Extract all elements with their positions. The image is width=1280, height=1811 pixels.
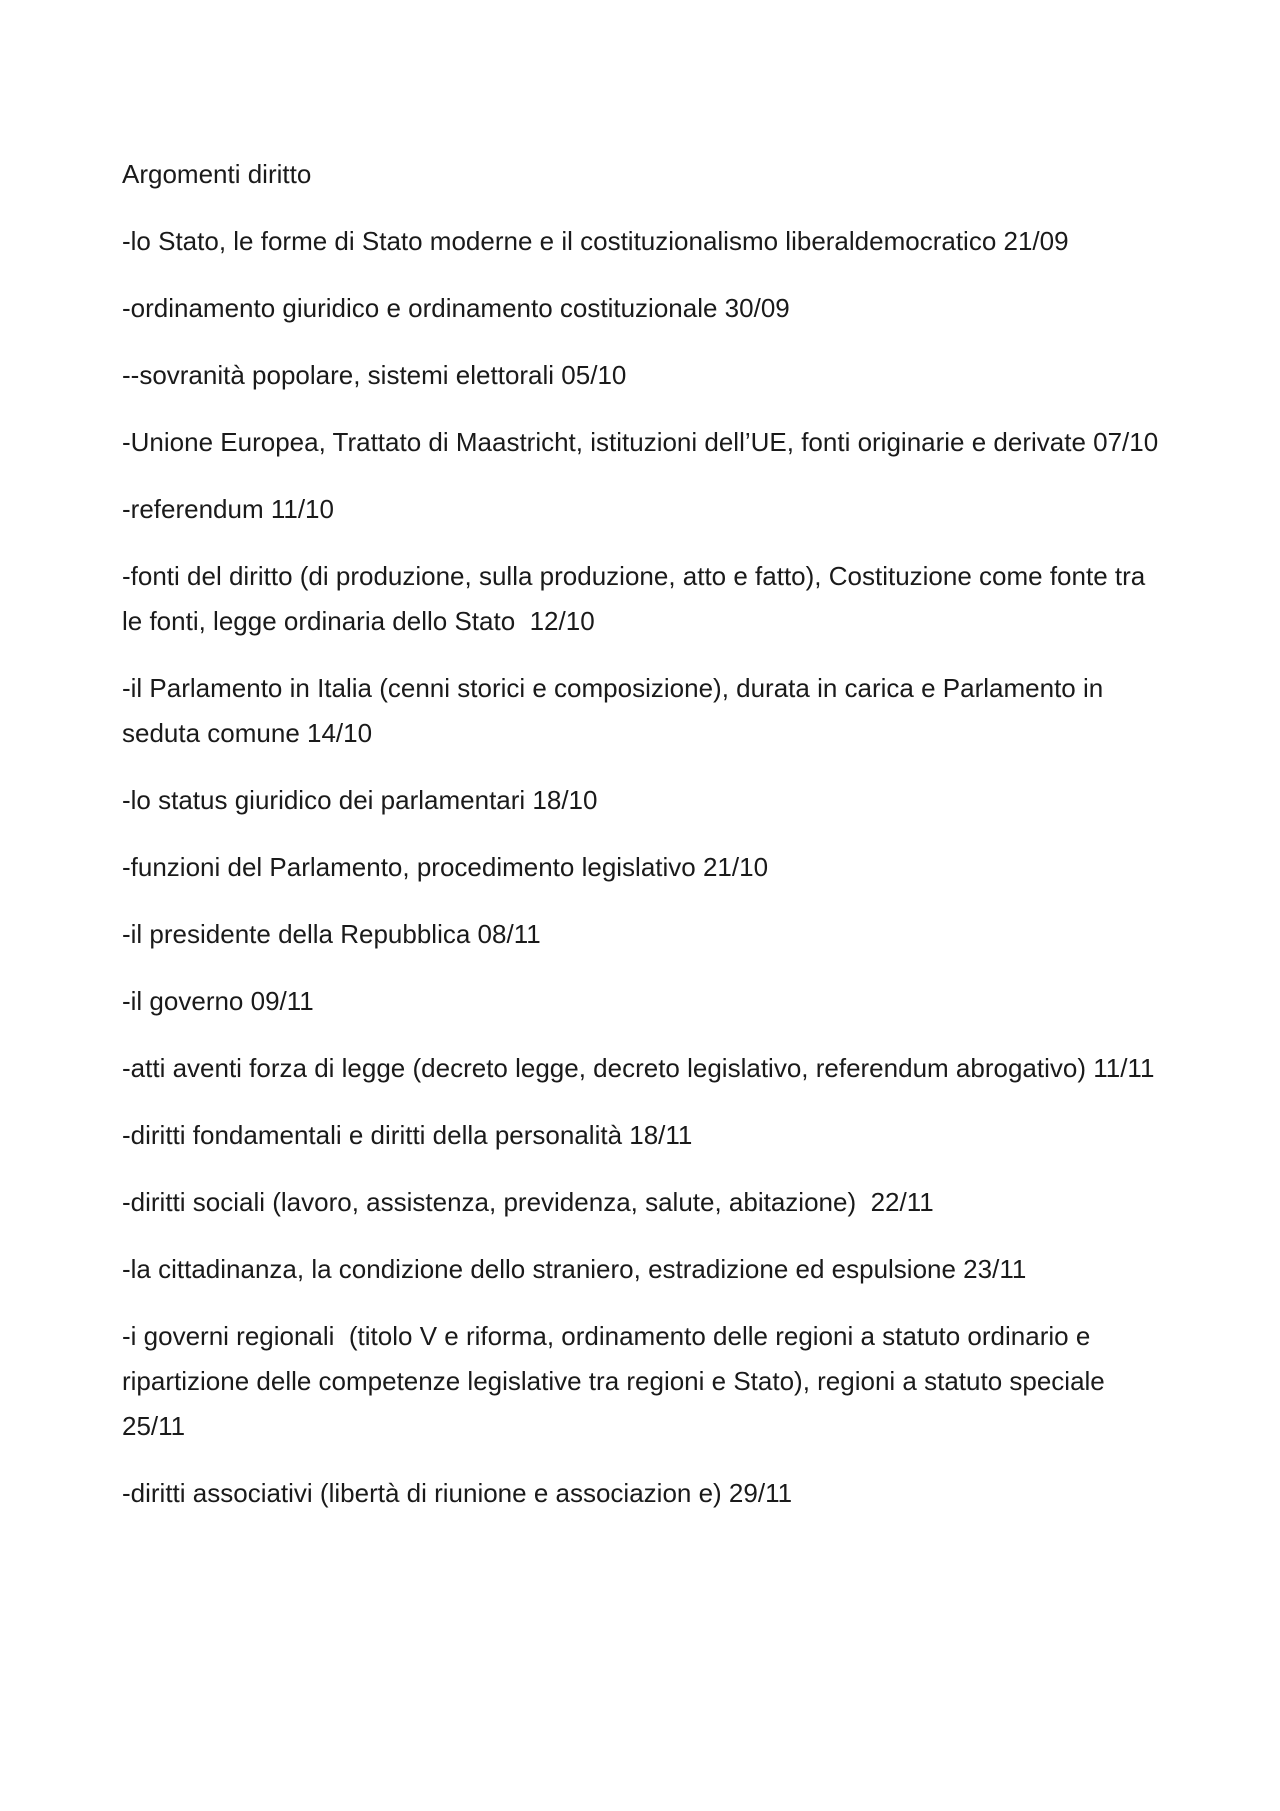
topic-item: -Unione Europea, Trattato di Maastricht, istituzioni dell’UE, fonti originarie e derivate 07/10: [122, 427, 1159, 457]
topic-item: -diritti sociali (lavoro, assistenza, previdenza, salute, abitazione) 22/11: [122, 1187, 934, 1217]
topic-item: -diritti fondamentali e diritti della personalità 18/11: [122, 1120, 693, 1150]
topic-item: -il presidente della Repubblica 08/11: [122, 919, 541, 949]
topic-item: -il governo 09/11: [122, 986, 314, 1016]
topic-item: -atti aventi forza di legge (decreto legge, decreto legislativo, referendum abrogativo) 11/11: [122, 1053, 1155, 1083]
topic-item: -lo Stato, le forme di Stato moderne e il costituzionalismo liberaldemocratico 21/09: [122, 226, 1069, 256]
topic-item: -la cittadinanza, la condizione dello straniero, estradizione ed espulsione 23/11: [122, 1254, 1027, 1284]
topic-item: -il Parlamento in Italia (cenni storici e composizione), durata in carica e Parlamento in seduta comune 14/10: [122, 673, 1111, 748]
topic-item: --sovranità popolare, sistemi elettorali 05/10: [122, 360, 627, 390]
topic-item: -ordinamento giuridico e ordinamento costituzionale 30/09: [122, 293, 790, 323]
topic-item: -fonti del diritto (di produzione, sulla produzione, atto e fatto), Costituzione come fonte tra le fonti, legge ordinaria dello Stato 12/10: [122, 561, 1153, 636]
document-body: [122, 152, 1172, 1538]
topic-item: -lo status giuridico dei parlamentari 18/10: [122, 785, 598, 815]
document-title: Argomenti diritto: [122, 159, 312, 189]
topic-item: -diritti associativi (libertà di riunione e associazion e) 29/11: [122, 1478, 793, 1508]
topic-item: -funzioni del Parlamento, procedimento legislativo 21/10: [122, 852, 769, 882]
topic-item: -referendum 11/10: [122, 494, 334, 524]
topic-item: -i governi regionali (titolo V e riforma, ordinamento delle regioni a statuto ordinario e ripartizione delle competenze legislative tra regioni e Stato), regioni a statuto speciale 25/11: [122, 1321, 1127, 1441]
